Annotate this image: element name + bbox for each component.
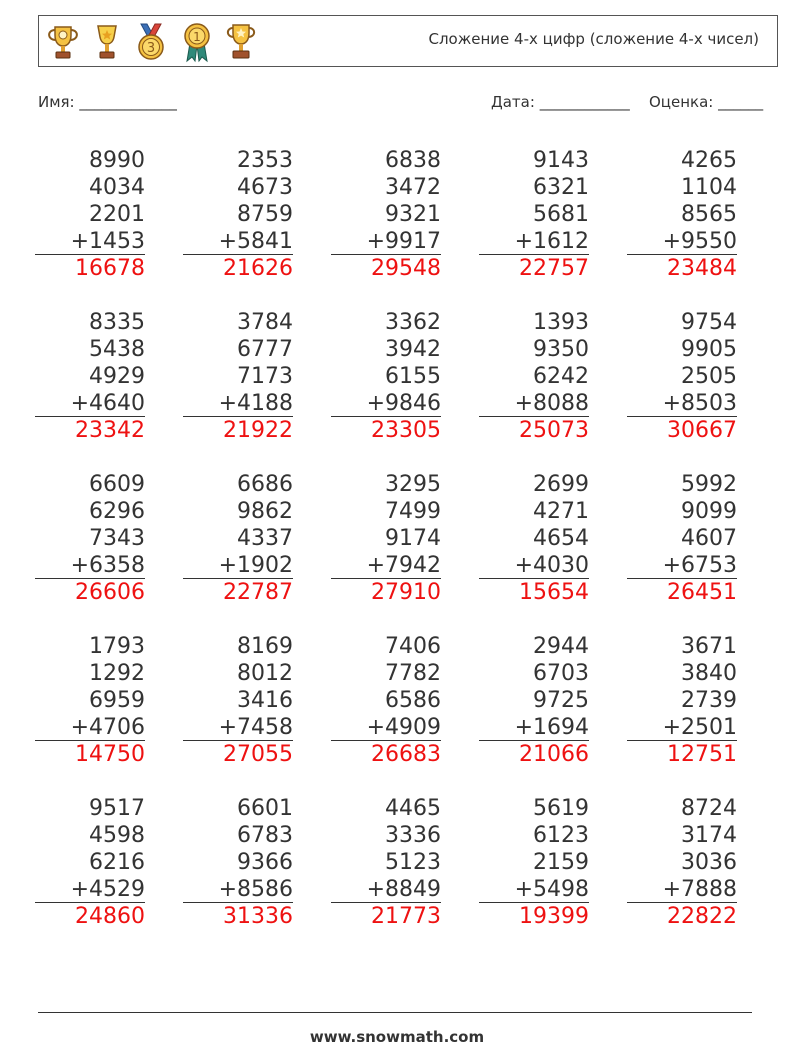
addend: 8990: [89, 148, 145, 173]
addition-problem: [331, 147, 441, 282]
answer: 21626: [223, 256, 293, 281]
addend: 8335: [89, 310, 145, 335]
addend: 6783: [237, 823, 293, 848]
addend: 6216: [89, 850, 145, 875]
addition-problem: [627, 147, 737, 282]
addend-with-plus: +6358: [35, 552, 145, 579]
answer: 31336: [223, 904, 293, 929]
answer: 22757: [519, 256, 589, 281]
addition-problem: [627, 471, 737, 606]
addition-problem: [331, 309, 441, 444]
answer: 14750: [75, 742, 145, 767]
addend: 9143: [533, 148, 589, 173]
addend-with-plus: +1612: [479, 228, 589, 255]
date-field: [491, 93, 630, 111]
addition-problem: [331, 633, 441, 768]
answer: 25073: [519, 418, 589, 443]
addend-with-plus: +4640: [35, 390, 145, 417]
addition-problem: [479, 309, 589, 444]
answer: 12751: [667, 742, 737, 767]
addend: 6609: [89, 472, 145, 497]
addend: 8724: [681, 796, 737, 821]
addend-with-plus: +9917: [331, 228, 441, 255]
addend: 6123: [533, 823, 589, 848]
addend: 7173: [237, 364, 293, 389]
addend: 5992: [681, 472, 737, 497]
addend: 6321: [533, 175, 589, 200]
date-label: Дата:: [491, 93, 535, 111]
addend-with-plus: +9550: [627, 228, 737, 255]
addend: 4265: [681, 148, 737, 173]
addition-problem: [627, 795, 737, 930]
addend: 9350: [533, 337, 589, 362]
name-label: Имя:: [38, 93, 75, 111]
addend: 1104: [681, 175, 737, 200]
addend: 3362: [385, 310, 441, 335]
addend: 5123: [385, 850, 441, 875]
addend-with-plus: +5498: [479, 876, 589, 903]
addend-with-plus: +6753: [627, 552, 737, 579]
addend: 7406: [385, 634, 441, 659]
addend: 3036: [681, 850, 737, 875]
addition-problem: [331, 471, 441, 606]
addend: 9099: [681, 499, 737, 524]
addend: 3671: [681, 634, 737, 659]
answer: 23305: [371, 418, 441, 443]
answer: 26606: [75, 580, 145, 605]
addition-problem: [35, 147, 145, 282]
score-blank: ______: [718, 93, 764, 111]
addend: 2201: [89, 202, 145, 227]
addend: 6155: [385, 364, 441, 389]
answer: 21922: [223, 418, 293, 443]
addition-problem: [183, 795, 293, 930]
answer: 15654: [519, 580, 589, 605]
answer: 26683: [371, 742, 441, 767]
addition-problem: [183, 633, 293, 768]
answer: 19399: [519, 904, 589, 929]
name-blank: _____________: [79, 93, 177, 111]
addend-with-plus: +7942: [331, 552, 441, 579]
addend: 4673: [237, 175, 293, 200]
addend-with-plus: +8586: [183, 876, 293, 903]
name-field: [38, 93, 177, 111]
answer: 23484: [667, 256, 737, 281]
addend-with-plus: +4909: [331, 714, 441, 741]
addend: 6703: [533, 661, 589, 686]
answer: 22787: [223, 580, 293, 605]
addend: 6777: [237, 337, 293, 362]
addition-problem: [479, 633, 589, 768]
answer: 29548: [371, 256, 441, 281]
addend-with-plus: +1902: [183, 552, 293, 579]
addition-problem: [627, 633, 737, 768]
addend-with-plus: +1453: [35, 228, 145, 255]
addend: 2944: [533, 634, 589, 659]
trophy-icon: [221, 21, 261, 63]
addend: 4034: [89, 175, 145, 200]
addend-with-plus: +8849: [331, 876, 441, 903]
addend: 9174: [385, 526, 441, 551]
answer: 30667: [667, 418, 737, 443]
addend: 1793: [89, 634, 145, 659]
score-label: Оценка:: [649, 93, 714, 111]
addend: 2505: [681, 364, 737, 389]
addend: 2699: [533, 472, 589, 497]
addend: 5681: [533, 202, 589, 227]
trophy-icon: [43, 21, 83, 63]
addend: 9725: [533, 688, 589, 713]
addition-problem: [35, 309, 145, 444]
worksheet-header: [38, 15, 778, 67]
score-field: [649, 93, 763, 111]
medal-3-icon: [131, 21, 171, 63]
addend: 8169: [237, 634, 293, 659]
addend-with-plus: +7458: [183, 714, 293, 741]
addend: 6838: [385, 148, 441, 173]
addend: 4271: [533, 499, 589, 524]
worksheet-title: Сложение 4-х цифр (сложение 4-х чисел): [428, 30, 759, 48]
addend: 3295: [385, 472, 441, 497]
addend-with-plus: +4030: [479, 552, 589, 579]
addend: 3472: [385, 175, 441, 200]
addend: 8012: [237, 661, 293, 686]
addend: 6586: [385, 688, 441, 713]
addition-problem: [479, 795, 589, 930]
addend: 5438: [89, 337, 145, 362]
answer: 26451: [667, 580, 737, 605]
medal-1-icon: [177, 21, 217, 63]
addend: 9862: [237, 499, 293, 524]
addend: 6242: [533, 364, 589, 389]
addend: 4337: [237, 526, 293, 551]
addition-problem: [183, 471, 293, 606]
addend: 4654: [533, 526, 589, 551]
addend: 3174: [681, 823, 737, 848]
addend-with-plus: +5841: [183, 228, 293, 255]
addend-with-plus: +7888: [627, 876, 737, 903]
addend-with-plus: +1694: [479, 714, 589, 741]
addend: 1393: [533, 310, 589, 335]
addend-with-plus: +8088: [479, 390, 589, 417]
answer: 21066: [519, 742, 589, 767]
addend-with-plus: +9846: [331, 390, 441, 417]
footer-divider: [38, 1012, 752, 1013]
answer: 21773: [371, 904, 441, 929]
addend: 6959: [89, 688, 145, 713]
addend: 4465: [385, 796, 441, 821]
addend: 2353: [237, 148, 293, 173]
trophy-icon: [87, 21, 127, 63]
answer: 27910: [371, 580, 441, 605]
answer: 23342: [75, 418, 145, 443]
answer: 16678: [75, 256, 145, 281]
svg-text:3: 3: [146, 41, 156, 56]
addend-with-plus: +4706: [35, 714, 145, 741]
svg-text:1: 1: [193, 30, 201, 44]
date-blank: ____________: [539, 93, 630, 111]
addend: 4598: [89, 823, 145, 848]
addend: 7343: [89, 526, 145, 551]
addend: 4929: [89, 364, 145, 389]
addition-problem: [35, 795, 145, 930]
addend: 7499: [385, 499, 441, 524]
addend-with-plus: +4529: [35, 876, 145, 903]
addend: 3416: [237, 688, 293, 713]
addend: 8759: [237, 202, 293, 227]
addend: 7782: [385, 661, 441, 686]
addend: 6601: [237, 796, 293, 821]
addend-with-plus: +2501: [627, 714, 737, 741]
addend: 6686: [237, 472, 293, 497]
addend: 2159: [533, 850, 589, 875]
addend: 9754: [681, 310, 737, 335]
answer: 27055: [223, 742, 293, 767]
answer: 24860: [75, 904, 145, 929]
addend: 1292: [89, 661, 145, 686]
addend: 3336: [385, 823, 441, 848]
addend-with-plus: +8503: [627, 390, 737, 417]
addend: 9517: [89, 796, 145, 821]
addend: 6296: [89, 499, 145, 524]
addend: 5619: [533, 796, 589, 821]
addition-problem: [183, 309, 293, 444]
footer-site: www.snowmath.com: [309, 1028, 485, 1046]
addition-problem: [479, 471, 589, 606]
addition-problem: [35, 633, 145, 768]
addend: 9366: [237, 850, 293, 875]
addition-problem: [479, 147, 589, 282]
answer: 22822: [667, 904, 737, 929]
addend: 3784: [237, 310, 293, 335]
addend: 9321: [385, 202, 441, 227]
addend: 8565: [681, 202, 737, 227]
addend: 3840: [681, 661, 737, 686]
addend: 2739: [681, 688, 737, 713]
addend-with-plus: +4188: [183, 390, 293, 417]
addition-problem: [183, 147, 293, 282]
addition-problem: [331, 795, 441, 930]
addend: 9905: [681, 337, 737, 362]
addend: 4607: [681, 526, 737, 551]
addend: 3942: [385, 337, 441, 362]
addition-problem: [35, 471, 145, 606]
addition-problem: [627, 309, 737, 444]
